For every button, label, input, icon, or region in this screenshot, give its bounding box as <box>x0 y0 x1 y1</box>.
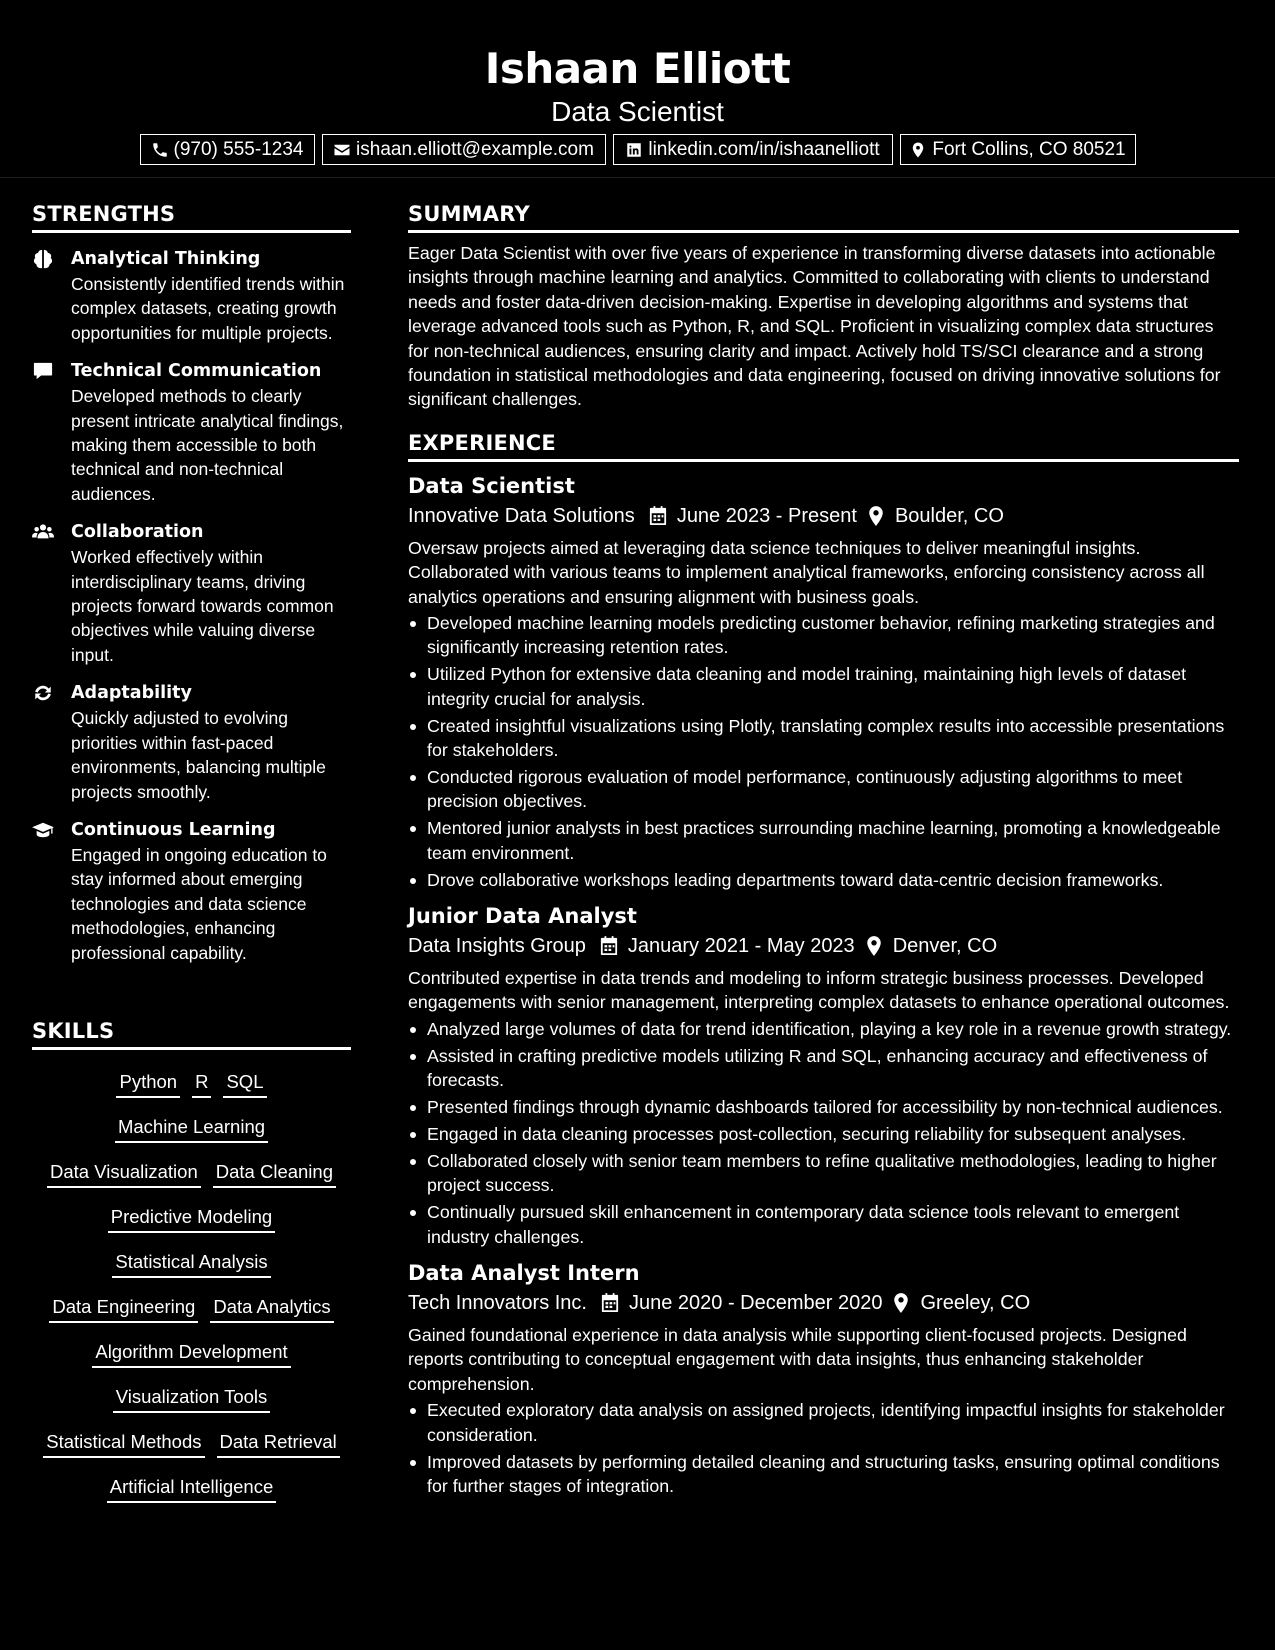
experience-heading: EXPERIENCE <box>408 430 1239 462</box>
users-icon <box>32 522 56 544</box>
skills-list <box>32 1067 351 1503</box>
skill-tag: Python <box>116 1067 180 1098</box>
job-location: Boulder, CO <box>894 504 1004 527</box>
graduation-cap-icon <box>32 820 56 842</box>
map-pin-icon <box>909 141 927 159</box>
linkedin-icon <box>625 141 643 159</box>
candidate-title: Data Scientist <box>551 96 724 127</box>
skill-tag: Data Visualization <box>47 1157 201 1188</box>
job-bullet: Continually pursued skill enhancement in contemporary data science tools relevant to emergent industry challenges. <box>408 1200 1239 1249</box>
skill-tag: Visualization Tools <box>113 1382 271 1413</box>
job-bullet: Collaborated closely with senior team members to refine qualitative methodologies, leading to higher project success. <box>408 1149 1239 1198</box>
contact-phone[interactable] <box>140 134 315 165</box>
contact-linkedin-text: linkedin.com/in/ishaanelliott <box>648 138 880 160</box>
job-location: Denver, CO <box>892 935 998 958</box>
resume-header <box>0 0 1275 178</box>
job-bullet: Drove collaborative workshops leading departments toward data-centric decision frameworks. <box>408 868 1239 892</box>
strength-item <box>32 247 351 345</box>
job-bullet: Utilized Python for extensive data cleaning and model training, maintaining high levels of dataset integrity crucial for analysis. <box>408 662 1239 711</box>
sidebar <box>0 179 380 1650</box>
strength-desc: Worked effectively within interdisciplinary teams, driving projects forward towards common objectives while valuing diverse input. <box>71 547 334 665</box>
job-meta <box>408 931 1239 961</box>
candidate-name: Ishaan Elliott <box>484 44 791 93</box>
skill-tag: Data Retrieval <box>217 1427 340 1458</box>
contact-location[interactable] <box>900 134 1136 165</box>
map-pin-icon <box>892 1293 910 1313</box>
contact-linkedin[interactable] <box>613 134 893 165</box>
job-bullet: Engaged in data cleaning processes post-collection, securing reliability for subsequent analyses. <box>408 1122 1239 1146</box>
strength-name: Analytical Thinking <box>71 249 261 269</box>
sync-icon <box>32 683 56 705</box>
strength-item <box>32 520 351 667</box>
strength-item <box>32 359 351 506</box>
job-title: Data Analyst Intern <box>408 1261 640 1285</box>
skill-tag: Data Analytics <box>210 1292 333 1323</box>
contact-phone-text: (970) 555-1234 <box>173 138 304 160</box>
skill-tag: R <box>192 1067 211 1098</box>
job-bullet: Created insightful visualizations using Plotly, translating complex results into accessible presentations for stakeholders. <box>408 714 1239 763</box>
job-entry <box>408 902 1239 1249</box>
job-bullet: Executed exploratory data analysis on assigned projects, identifying impactful insights for stakeholder consideration. <box>408 1398 1239 1447</box>
job-bullet: Assisted in crafting predictive models utilizing R and SQL, enhancing accuracy and effectiveness of forecasts. <box>408 1044 1239 1093</box>
strengths-section <box>32 201 351 965</box>
contact-bar <box>0 134 1275 165</box>
skills-section <box>32 1018 351 1503</box>
job-bullets <box>408 1017 1239 1249</box>
strength-name: Technical Communication <box>71 361 322 382</box>
strength-desc: Consistently identified trends within complex datasets, creating growth opportunities for multiple projects. <box>71 274 345 343</box>
skill-tag: Algorithm Development <box>92 1337 290 1368</box>
strength-name: Continuous Learning <box>71 819 276 840</box>
job-title: Data Scientist <box>408 473 575 498</box>
job-company: Innovative Data Solutions <box>408 504 635 527</box>
strength-name: Collaboration <box>71 522 204 543</box>
job-bullets <box>408 611 1239 892</box>
summary-heading: SUMMARY <box>408 201 1239 233</box>
envelope-icon <box>333 141 351 159</box>
strengths-heading: STRENGTHS <box>32 201 351 233</box>
contact-email-text: ishaan.elliott@example.com <box>356 138 594 160</box>
job-bullet: Developed machine learning models predicting customer behavior, refining marketing strategies and significantly increasing retention rates. <box>408 611 1239 660</box>
strength-item <box>32 818 351 965</box>
phone-icon <box>151 141 169 159</box>
calendar-icon <box>600 936 618 956</box>
skill-tag: SQL <box>223 1067 266 1098</box>
skill-tag: Machine Learning <box>115 1112 268 1143</box>
calendar-icon <box>601 1293 619 1313</box>
job-bullet: Improved datasets by performing detailed cleaning and structuring tasks, ensuring optimal conditions for further stages of integration. <box>408 1450 1239 1499</box>
calendar-icon <box>649 506 667 526</box>
job-meta <box>408 1288 1239 1318</box>
job-bullet: Mentored junior analysts in best practices surrounding machine learning, promoting a knowledgeable team environment. <box>408 816 1239 865</box>
job-description: Gained foundational experience in data analysis while supporting client-focused projects. Designed reports contributing to conceptual engagement with data insights, thus enhancing stakeholder comprehension. <box>408 1325 1187 1394</box>
strength-desc: Quickly adjusted to evolving priorities within fast-paced environments, balancing multiple projects smoothly. <box>71 708 326 802</box>
strength-desc: Engaged in ongoing education to stay informed about emerging technologies and data science methodologies, enhancing professional capability. <box>71 844 327 963</box>
skill-tag: Predictive Modeling <box>108 1202 275 1233</box>
job-company: Data Insights Group <box>408 935 586 958</box>
job-entry <box>408 1259 1239 1498</box>
job-dates: June 2020 - December 2020 <box>628 1292 883 1314</box>
job-company: Tech Innovators Inc. <box>408 1292 587 1314</box>
map-pin-icon <box>867 506 885 526</box>
job-dates: June 2023 - Present <box>676 504 857 527</box>
job-bullet: Presented findings through dynamic dashboards tailored for accessibility by non-technical audiences. <box>408 1095 1239 1119</box>
skills-heading: SKILLS <box>32 1018 351 1050</box>
skill-tag: Data Cleaning <box>213 1157 336 1188</box>
job-bullet: Conducted rigorous evaluation of model performance, continuously adjusting algorithms to meet precision objectives. <box>408 765 1239 814</box>
strength-item <box>32 681 351 804</box>
job-entry <box>408 472 1239 892</box>
skill-tag: Statistical Analysis <box>112 1247 270 1278</box>
job-bullets <box>408 1398 1239 1498</box>
summary-text: Eager Data Scientist with over five years of experience in transforming diverse datasets into actionable insights through machine learning and analytics. Committed to collaborating with clients to understand needs and foster data-driven decision-making. Expertise in developing algorithms and systems that leverage advanced tools such as Python, R, and SQL. Proficient in visualizing complex data structures for non-technical audiences, ensuring clarity and impact. Actively hold TS/SCI clearance and a strong foundation in statistical methodologies and data engineering, focused on driving innovative solutions for significant challenges. <box>408 243 1221 410</box>
main-content <box>408 179 1239 1501</box>
skill-tag: Data Engineering <box>49 1292 198 1323</box>
job-meta <box>408 501 1239 531</box>
map-pin-icon <box>865 936 883 956</box>
brain-icon <box>32 249 56 271</box>
skill-tag: Artificial Intelligence <box>107 1472 277 1503</box>
job-description: Contributed expertise in data trends and modeling to inform strategic business processes. Developed engagements with senior management, interpreting complex datasets to enhance operational outcomes. <box>408 968 1230 1013</box>
job-bullet: Analyzed large volumes of data for trend identification, playing a key role in a revenue growth strategy. <box>408 1017 1239 1041</box>
job-title: Junior Data Analyst <box>408 904 637 929</box>
strength-name: Adaptability <box>71 683 192 704</box>
strength-desc: Developed methods to clearly present intricate analytical findings, making them accessible to both technical and non-technical audiences. <box>71 386 344 504</box>
job-location: Greeley, CO <box>920 1292 1031 1314</box>
job-dates: January 2021 - May 2023 <box>627 935 855 958</box>
comment-icon <box>32 361 56 383</box>
skill-tag: Statistical Methods <box>43 1427 204 1458</box>
contact-location-text: Fort Collins, CO 80521 <box>932 138 1126 160</box>
job-description: Oversaw projects aimed at leveraging data science techniques to deliver meaningful insights. Collaborated with various teams to implement analytical frameworks, enforcing consistency across all analytics operations and ensuring alignment with business goals. <box>408 537 1205 607</box>
contact-email[interactable] <box>322 134 606 165</box>
